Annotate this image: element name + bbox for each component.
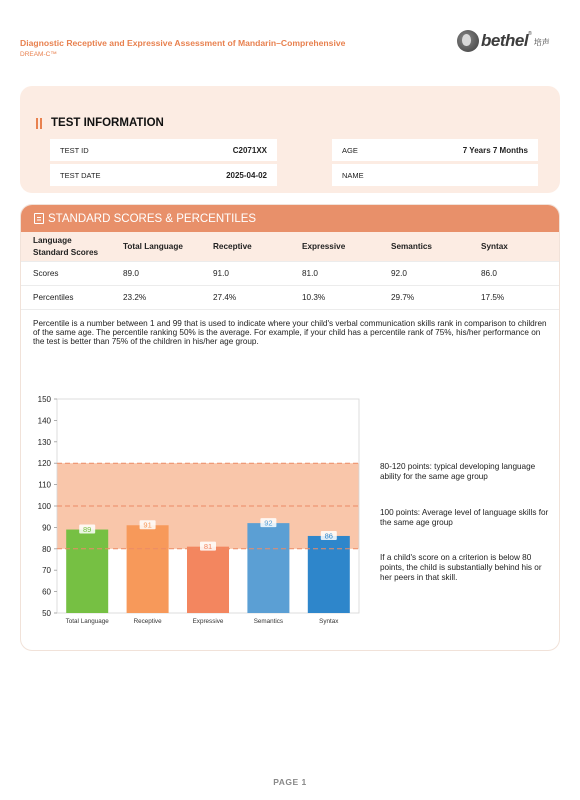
table-row-percentiles (21, 286, 559, 310)
column-header-syntax: Syntax (481, 242, 508, 251)
bar-syntax (308, 536, 350, 613)
percentile-total-language: 23.2% (123, 293, 147, 302)
page-number: PAGE 1 (273, 777, 307, 787)
age-field (332, 139, 538, 161)
report-subtitle: DREAM-C™ (20, 51, 57, 58)
test-date-value: 2025-04-02 (226, 170, 267, 180)
data-label: 91 (143, 520, 152, 530)
x-tick-label: Syntax (319, 618, 339, 625)
name-field (332, 164, 538, 186)
score-total-language: 89.0 (123, 269, 139, 278)
y-tick-label: 60 (42, 587, 51, 597)
bar-total-language (66, 530, 108, 613)
score-receptive: 91.0 (213, 269, 229, 278)
test-id-value: C2071XX (232, 145, 267, 155)
percentile-description: Percentile is a number between 1 and 99 that is used to indicate where your child's verbal communication skills rank in comparison to children of the same age. The percentile ranking 50% is the average. For example, if your child has a percentile rank of 75%, his/her performance on the test is better than 75% of the children in his/her age group. (33, 319, 547, 347)
logo-registered: ® (528, 31, 532, 37)
column-header-semantics: Semantics (391, 242, 432, 251)
standard-scores-heading: STANDARD SCORES & PERCENTILES (48, 212, 257, 225)
data-label: 92 (264, 518, 273, 528)
x-tick-label: Receptive (133, 618, 162, 625)
y-tick-label: 90 (42, 523, 51, 533)
y-tick-label: 130 (37, 437, 51, 447)
name-label: NAME (342, 170, 364, 180)
y-tick-label: 100 (37, 502, 51, 511)
standard-scores-panel (20, 204, 560, 651)
percentile-receptive: 27.4% (213, 293, 237, 302)
bar-semantics (247, 523, 289, 613)
bar-expressive (187, 547, 229, 613)
percentile-syntax: 17.5% (481, 293, 505, 302)
report-title: Diagnostic Receptive and Expressive Assessment of Mandarin–Comprehensive (20, 38, 346, 48)
row-header-line2: Standard Scores (33, 247, 99, 257)
table-header-row (21, 232, 559, 262)
test-id-label: TEST ID (60, 145, 89, 155)
y-tick-label: 150 (37, 395, 51, 404)
column-header-total-language: Total Language (123, 242, 183, 251)
score-expressive: 81.0 (302, 269, 318, 278)
legend-typical-range: 80-120 points: typical developing language ability for the same age group (380, 462, 536, 481)
x-tick-label: Total Language (65, 618, 109, 625)
column-header-expressive: Expressive (302, 242, 346, 251)
y-tick-label: 140 (37, 416, 51, 426)
score-syntax: 86.0 (481, 269, 497, 278)
column-header-receptive: Receptive (213, 242, 252, 251)
y-tick-label: 50 (42, 609, 51, 618)
test-id-field (50, 139, 277, 161)
age-label: AGE (342, 145, 358, 155)
scores-table (21, 232, 559, 310)
age-value: 7 Years 7 Months (462, 145, 528, 155)
percentile-expressive: 10.3% (302, 293, 326, 302)
y-tick-label: 120 (37, 459, 51, 469)
score-semantics: 92.0 (391, 269, 407, 278)
data-label: 86 (324, 531, 333, 541)
legend-average-level: 100 points: Average level of language skills for the same age group (380, 508, 549, 527)
row-label-scores: Scores (33, 269, 59, 278)
x-tick-label: Expressive (192, 618, 224, 625)
data-label: 89 (83, 524, 92, 534)
row-label-percentiles: Percentiles (33, 293, 74, 302)
legend-below-threshold: If a child's score on a criterion is below 80 points, the child is substantially behind his or her peers in that skill. (380, 553, 542, 582)
y-tick-label: 110 (38, 480, 51, 490)
test-information-heading-text: TEST INFORMATION (51, 117, 164, 129)
row-header-cell (33, 232, 98, 261)
standard-scores-header (21, 205, 559, 232)
percentile-semantics: 29.7% (391, 293, 415, 302)
row-header-line1: Language (33, 235, 72, 245)
test-information-panel (20, 86, 560, 193)
y-tick-label: 80 (42, 544, 51, 554)
logo-chinese: 培声 (533, 37, 550, 47)
y-tick-label: 70 (42, 566, 51, 576)
bar-receptive (127, 525, 169, 613)
document-icon (34, 213, 44, 224)
data-label: 81 (203, 542, 213, 552)
bethel-logo-icon (457, 30, 479, 52)
bethel-logo (457, 28, 563, 54)
logo-text: bethel (481, 31, 529, 50)
x-tick-label: Semantics (253, 618, 284, 625)
test-date-label: TEST DATE (60, 170, 101, 180)
table-row-scores (21, 262, 559, 286)
test-information-heading (36, 117, 164, 129)
section-marker-icon (36, 118, 42, 129)
test-date-field (50, 164, 277, 186)
